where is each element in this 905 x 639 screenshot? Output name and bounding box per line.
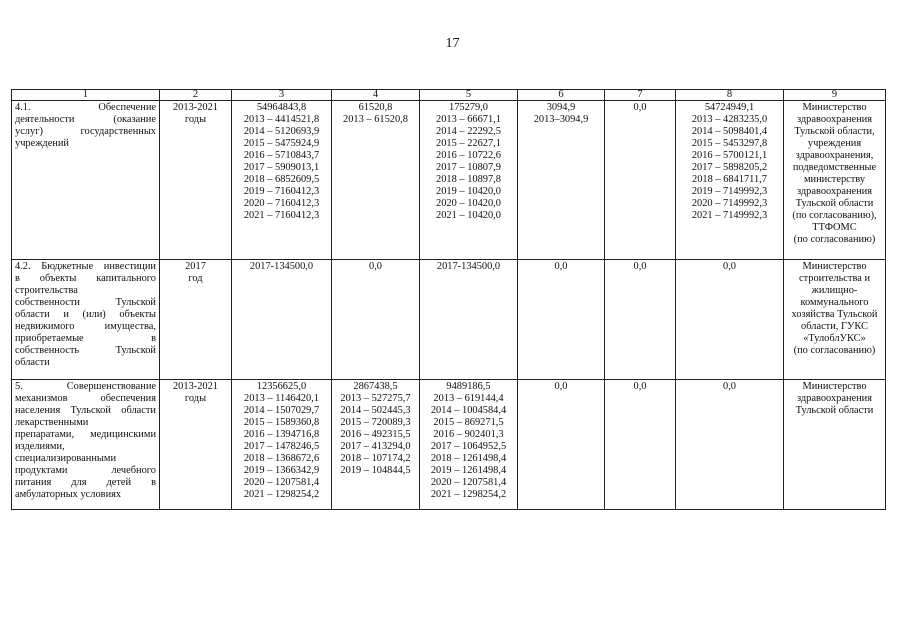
cell-line: (по согласованию) (793, 234, 876, 245)
cell-line: строительства (15, 285, 78, 296)
cell-line: 0,0 (633, 102, 647, 113)
cell-line: здравоохранения (796, 114, 873, 125)
cell-line: лекарственными (15, 417, 89, 428)
local-budget-cell (518, 380, 605, 510)
cell-line: деятельности (оказание (15, 114, 156, 125)
cell-line: 2015 – 1589360,8 (243, 417, 320, 428)
cell-line: 2013–3094,9 (533, 114, 589, 125)
cell-line: 2015 – 5475924,9 (243, 138, 320, 149)
total-funding-cell (232, 380, 332, 510)
cell-line: 54724949,1 (704, 102, 755, 113)
cell-line: 4.1. Обеспечение (15, 102, 156, 113)
column-header: 8 (676, 90, 784, 101)
cell-line: 2016 – 902401,3 (433, 429, 504, 440)
local-budget-cell (518, 101, 605, 260)
cell-line: годы (184, 114, 207, 125)
cell-line: (по согласованию) (793, 345, 876, 356)
cell-line: Тульской области (795, 405, 874, 416)
cell-line: 2017 – 5898205,2 (691, 162, 768, 173)
page-number: 17 (445, 36, 460, 51)
ttfoms-cell (676, 101, 784, 260)
cell-line: 2013-2021 (172, 381, 219, 392)
cell-line: 2019 – 1261498,4 (430, 465, 507, 476)
column-header: 9 (784, 90, 886, 101)
cell-line: 2018 – 10897,8 (436, 174, 501, 185)
period-cell (160, 260, 232, 380)
cell-line: услуг) государственных (15, 126, 156, 137)
cell-line: 2015 – 720089,3 (340, 417, 411, 428)
cell-line: годы (184, 393, 207, 404)
cell-line: 2017 – 5909013,1 (243, 162, 320, 173)
cell-line: жилищно- (811, 285, 858, 296)
cell-line: здравоохранения (796, 393, 873, 404)
column-header: 5 (420, 90, 518, 101)
federal-budget-cell (332, 260, 420, 380)
cell-line: хозяйства Тульской (791, 309, 878, 320)
table-row (12, 101, 886, 260)
column-header: 2 (160, 90, 232, 101)
extra-budget-cell (605, 380, 676, 510)
cell-line: 0,0 (369, 261, 382, 272)
cell-line: области (15, 357, 50, 368)
regional-budget-cell (420, 101, 518, 260)
cell-line: 2017-134500,0 (249, 261, 314, 272)
cell-line: здравоохранения, (795, 150, 874, 161)
column-header: 7 (605, 90, 676, 101)
cell-line: коммунального (800, 297, 869, 308)
cell-line: 2014 – 5120693,9 (243, 126, 320, 137)
cell-line: 175279,0 (449, 102, 488, 113)
cell-line: подведомственные (792, 162, 877, 173)
cell-line: 2021 – 1298254,2 (243, 489, 320, 500)
federal-budget-cell (332, 101, 420, 260)
cell-line: 2017 – 1064952,5 (430, 441, 507, 452)
cell-line: 2020 – 7149992,3 (691, 198, 768, 209)
column-header: 6 (518, 90, 605, 101)
cell-line: амбулаторных условиях (15, 489, 122, 500)
cell-line: 2013 – 619144,4 (433, 393, 504, 404)
cell-line: 2014 – 502445,3 (340, 405, 411, 416)
measure-name-cell (12, 101, 160, 260)
cell-line: 54964843,8 (256, 102, 307, 113)
cell-line: 2017 (185, 261, 206, 272)
cell-line: 2018 – 107174,2 (340, 453, 411, 464)
cell-line: 0,0 (633, 261, 647, 272)
measure-name-cell (12, 380, 160, 510)
cell-line: Тульской области, (794, 126, 875, 137)
cell-line: 2021 – 7149992,3 (691, 210, 768, 221)
period-cell (160, 101, 232, 260)
cell-line: 2013-2021 (172, 102, 219, 113)
period-cell (160, 380, 232, 510)
total-funding-cell (232, 101, 332, 260)
column-header: 4 (332, 90, 420, 101)
cell-line: 2016 – 492315,5 (340, 429, 411, 440)
cell-line: области и (или) объекты (15, 309, 156, 320)
extra-budget-cell (605, 101, 676, 260)
cell-line: 2018 – 6852609,5 (243, 174, 320, 185)
cell-line: 2014 – 1004584,4 (430, 405, 507, 416)
cell-line: приобретаемые в (15, 333, 156, 344)
cell-line: здравоохранения (796, 186, 873, 197)
cell-line: 2016 – 5700121,1 (691, 150, 768, 161)
ttfoms-cell (676, 260, 784, 380)
cell-line: собственности Тульской (15, 297, 156, 308)
cell-line: Тульской области (795, 198, 874, 209)
federal-budget-cell (332, 380, 420, 510)
cell-line: учреждения (807, 138, 862, 149)
program-table (11, 89, 886, 510)
cell-line: 2013 – 61520,8 (343, 114, 408, 125)
cell-line: Министерство (802, 381, 867, 392)
cell-line: 2018 – 6841711,7 (692, 174, 767, 185)
cell-line: 2017 – 413294,0 (340, 441, 411, 452)
cell-line: изделиями, (15, 441, 65, 452)
measure-name-cell (12, 260, 160, 380)
cell-line: 5. Совершенствование (15, 381, 156, 392)
cell-line: строительства и (799, 273, 870, 284)
cell-line: области, ГУКС (801, 321, 868, 332)
cell-line: питания для детей в (15, 477, 156, 488)
cell-line: специализированными (15, 453, 117, 464)
cell-line: 0,0 (723, 261, 736, 272)
column-header: 3 (232, 90, 332, 101)
cell-line: 2013 – 1146420,1 (244, 393, 319, 404)
regional-budget-cell (420, 260, 518, 380)
cell-line: «ТулоблУКС» (803, 333, 866, 344)
cell-line: 2020 – 1207581,4 (430, 477, 507, 488)
executor-cell (784, 101, 886, 260)
ttfoms-cell (676, 380, 784, 510)
cell-line: 9489186,5 (446, 381, 491, 392)
cell-line: 2019 – 10420,0 (436, 186, 501, 197)
cell-line: продуктами лечебного (15, 465, 156, 476)
cell-line: 2018 – 1368672,6 (243, 453, 320, 464)
executor-cell (784, 260, 886, 380)
cell-line: 2014 – 1507029,7 (243, 405, 320, 416)
cell-line: 2017-134500,0 (436, 261, 501, 272)
cell-line: 2013 – 4414521,8 (243, 114, 320, 125)
cell-line: 2016 – 10722,6 (436, 150, 501, 161)
table-row (12, 380, 886, 510)
cell-line: ТТФОМС (812, 222, 857, 233)
cell-line: механизмов обеспечения (15, 393, 156, 404)
table-row (12, 260, 886, 380)
cell-line: 2020 – 7160412,3 (243, 198, 320, 209)
cell-line: 0,0 (554, 381, 568, 392)
local-budget-cell (518, 260, 605, 380)
cell-line: 2015 – 5453297,8 (691, 138, 768, 149)
cell-line: 2019 – 7160412,3 (243, 186, 320, 197)
cell-line: 0,0 (723, 381, 736, 392)
cell-line: 2867438,5 (353, 381, 398, 392)
cell-line: в объекты капитального (15, 273, 156, 284)
cell-line: 2015 – 869271,5 (433, 417, 504, 428)
cell-line: Министерство (802, 261, 867, 272)
cell-line: учреждений (15, 138, 69, 149)
cell-line: недвижимого имущества, (15, 321, 156, 332)
cell-line: 2015 – 22627,1 (436, 138, 501, 149)
cell-line: 2017 – 1478246,5 (243, 441, 320, 452)
cell-line: Министерство (802, 102, 867, 113)
cell-line: министерству (803, 174, 866, 185)
cell-line: 3094,9 (546, 102, 576, 113)
cell-line: 2020 – 1207581,4 (243, 477, 320, 488)
executor-cell (784, 380, 886, 510)
cell-line: 2019 – 7149992,3 (691, 186, 768, 197)
cell-line: 2018 – 1261498,4 (430, 453, 507, 464)
cell-line: 2017 – 10807,9 (436, 162, 501, 173)
cell-line: 2019 – 1366342,9 (243, 465, 320, 476)
column-header: 1 (12, 90, 160, 101)
cell-line: 2020 – 10420,0 (436, 198, 501, 209)
cell-line: населения Тульской области (15, 405, 156, 416)
cell-line: год (188, 273, 203, 284)
extra-budget-cell (605, 260, 676, 380)
cell-line: 2014 – 5098401,4 (691, 126, 768, 137)
regional-budget-cell (420, 380, 518, 510)
cell-line: 2014 – 22292,5 (436, 126, 501, 137)
cell-line: препаратами, медицинскими (15, 429, 156, 440)
cell-line: 2016 – 1394716,8 (243, 429, 320, 440)
cell-line: 2013 – 527275,7 (340, 393, 411, 404)
cell-line: 0,0 (633, 381, 647, 392)
cell-line: (по согласованию), (792, 210, 877, 221)
cell-line: 2021 – 1298254,2 (430, 489, 507, 500)
cell-line: 12356625,0 (256, 381, 307, 392)
table-header-row (12, 90, 886, 101)
cell-line: 2013 – 4283235,0 (691, 114, 768, 125)
cell-line: 2021 – 10420,0 (436, 210, 501, 221)
cell-line: 0,0 (554, 261, 568, 272)
cell-line: 2016 – 5710843,7 (243, 150, 320, 161)
cell-line: 61520,8 (358, 102, 393, 113)
cell-line: 2019 – 104844,5 (340, 465, 411, 476)
total-funding-cell (232, 260, 332, 380)
cell-line: 2013 – 66671,1 (436, 114, 501, 125)
cell-line: собственность Тульской (15, 345, 156, 356)
cell-line: 2021 – 7160412,3 (243, 210, 320, 221)
cell-line: 4.2. Бюджетные инвестиции (15, 261, 156, 272)
